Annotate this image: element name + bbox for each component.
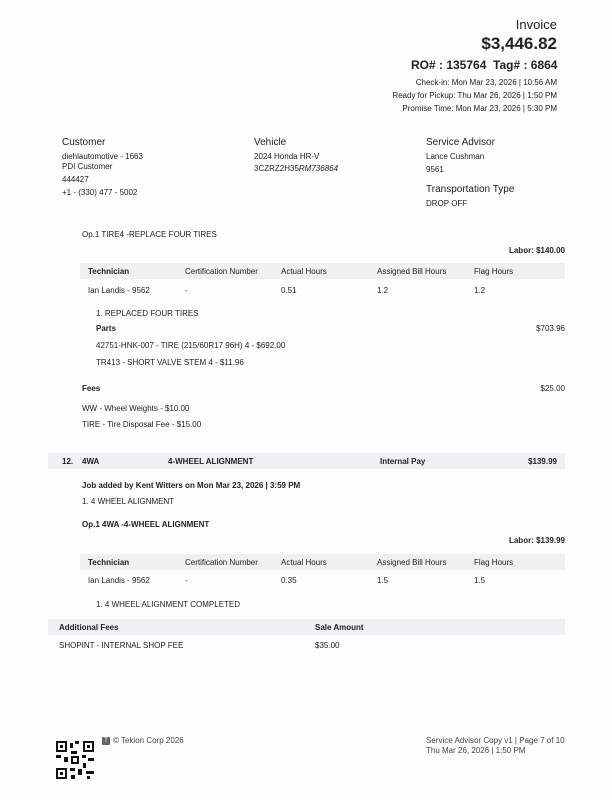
job-concern: 1. 4 WHEEL ALIGNMENT (82, 497, 175, 506)
printed-time: Thu Mar 26, 2026 | 1:50 PM (426, 746, 526, 755)
op-note: 1. REPLACED FOUR TIRES (96, 309, 199, 318)
checkin-time: Check-in: Mon Mar 23, 2026 | 10:56 AM (415, 78, 557, 87)
col-certification: Certification Number (185, 558, 258, 567)
additional-fee-item: SHOPINT - INTERNAL SHOP FEE (59, 641, 184, 650)
additional-fee-amount: $35.00 (315, 641, 340, 650)
customer-label: Customer (62, 137, 106, 148)
vehicle-model: 2024 Honda HR-V (254, 152, 320, 161)
job-number: 12. (62, 457, 74, 466)
additional-fees-header-bar (48, 619, 565, 635)
job-name: 4-WHEEL ALIGNMENT (168, 457, 254, 466)
advisor-label: Service Advisor (426, 137, 495, 148)
col-flag-hours: Flag Hours (474, 267, 514, 276)
cell-bill-hours: 1.2 (377, 286, 389, 295)
vehicle-vin (254, 164, 338, 173)
fee-line-1: WW - Wheel Weights - $10.00 (82, 404, 190, 413)
job-header-bar (48, 453, 565, 469)
qr-code-icon (56, 741, 94, 779)
col-assigned-bill-hours: Assigned Bill Hours (377, 558, 447, 567)
cell-flag-hours: 1.2 (474, 286, 486, 295)
promise-time: Promise Time: Mon Mar 23, 2026 | 5:30 PM (402, 104, 557, 113)
parts-total: $703.96 (536, 324, 565, 333)
op-title: Op.1 TIRE4 -REPLACE FOUR TIRES (82, 230, 217, 239)
col-flag-hours: Flag Hours (474, 558, 514, 567)
customer-line-3: 444427 (62, 175, 89, 184)
parts-label: Parts (96, 324, 117, 333)
col-certification: Certification Number (185, 267, 258, 276)
vehicle-label: Vehicle (254, 137, 287, 148)
advisor-id: 9561 (426, 165, 444, 174)
invoice-total: $3,446.82 (481, 34, 557, 53)
part-line-2: TR413 - SHORT VALVE STEM 4 - $11.96 (96, 358, 244, 367)
cell-flag-hours: 1.5 (474, 576, 486, 585)
job-op-title: Op.1 4WA -4-WHEEL ALIGNMENT (82, 520, 210, 529)
sale-amount-label: Sale Amount (315, 623, 364, 632)
copy-info: Service Advisor Copy v1 | Page 7 of 10 (426, 736, 565, 745)
job-added-by: Job added by Kent Witters on Mon Mar 23, 2026 | 3:59 PM (82, 481, 301, 490)
vin-suffix: RM736864 (298, 164, 339, 173)
ready-time: Ready for Pickup: Thu Mar 26, 2026 | 1:50 PM (392, 91, 557, 100)
ro-number: RO# : 135764 (411, 58, 487, 72)
col-actual-hours: Actual Hours (281, 267, 327, 276)
col-technician: Technician (88, 267, 130, 276)
cell-actual-hours: 0.35 (281, 576, 297, 585)
advisor-name: Lance Cushman (426, 152, 485, 161)
copyright: © Tekion Corp 2026 (113, 736, 184, 745)
cell-bill-hours: 1.5 (377, 576, 389, 585)
part-line-1: 42751-HNK-007 - TIRE (215/60R17 96H) 4 - $692.00 (96, 341, 286, 350)
job-code: 4WA (82, 457, 100, 466)
vin-prefix: 3CZRZ2H35 (254, 164, 299, 173)
cell-technician: Ian Landis - 9562 (88, 286, 150, 295)
transport-label: Transportation Type (426, 184, 515, 195)
job-op-note: 1. 4 WHEEL ALIGNMENT COMPLETED (96, 600, 241, 609)
job-pay-type: Internal Pay (380, 457, 426, 466)
cell-certification: - (185, 286, 188, 295)
cell-certification: - (185, 576, 188, 585)
customer-line-1: diehlautomotive - 1663 (62, 152, 143, 161)
fees-total: $25.00 (540, 384, 565, 393)
op-labor: Labor: $140.00 (508, 246, 565, 255)
col-technician: Technician (88, 558, 130, 567)
col-actual-hours: Actual Hours (281, 558, 327, 567)
cell-technician: Ian Landis - 9562 (88, 576, 150, 585)
job-op-labor: Labor: $139.99 (508, 536, 565, 545)
tag-number: Tag# : 6864 (493, 58, 558, 72)
transport-value: DROP OFF (426, 199, 468, 208)
fee-line-2: TIRE - Tire Disposal Fee - $15.00 (82, 420, 202, 429)
job-amount: $139.99 (528, 457, 557, 466)
doc-type: Invoice (515, 17, 557, 32)
cell-actual-hours: 0.51 (281, 286, 297, 295)
additional-fees-label: Additional Fees (59, 623, 119, 632)
fees-label: Fees (82, 384, 101, 393)
col-assigned-bill-hours: Assigned Bill Hours (377, 267, 447, 276)
customer-phone: +1 - (330) 477 - 5002 (62, 188, 138, 197)
tekion-logo-icon: T (102, 737, 110, 745)
customer-line-2: PDI Customer (62, 162, 113, 171)
